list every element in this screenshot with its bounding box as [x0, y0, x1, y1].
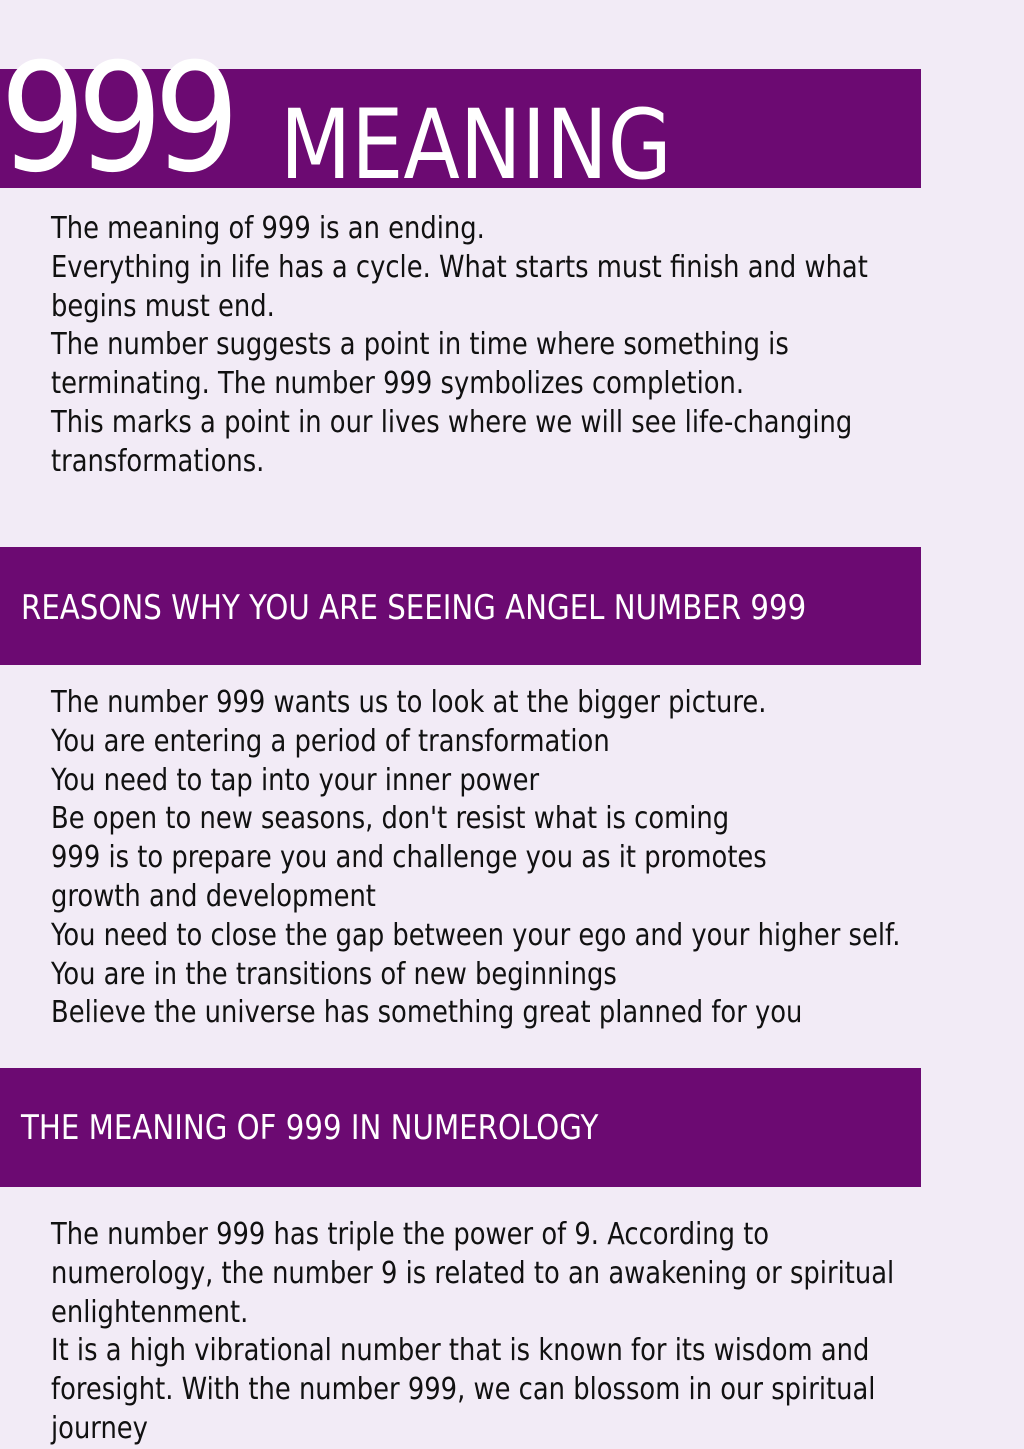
reasons-line: You need to close the gap between your ego and your higher self.: [51, 917, 901, 953]
reasons-line: You are entering a period of transformation: [51, 723, 610, 759]
title-number: 999: [0, 32, 231, 206]
intro-line: terminating. The number 999 symbolizes completion.: [51, 366, 745, 402]
numerology-line: enlightenment.: [51, 1294, 249, 1330]
intro-line: The number suggests a point in time where something is: [51, 327, 789, 363]
reasons-line: The number 999 wants us to look at the bigger picture.: [51, 685, 767, 720]
numerology-line: It is a high vibrational number that is known for its wisdom and: [51, 1333, 870, 1369]
reasons-line: You are in the transitions of new beginnings: [51, 956, 617, 992]
intro-line: transformations.: [51, 443, 265, 479]
intro-line: Everything in life has a cycle. What starts must finish and what: [51, 249, 868, 285]
reasons-line: growth and development: [51, 878, 376, 914]
intro-paragraph: [51, 210, 997, 482]
intro-line: begins must end.: [51, 288, 275, 324]
numerology-line: foresight. With the number 999, we can blossom in our spiritual: [51, 1372, 876, 1408]
reasons-line: Be open to new seasons, don't resist what is coming: [51, 801, 730, 837]
title-word: MEANING: [280, 89, 672, 201]
reasons-line: You need to tap into your inner power: [51, 762, 540, 798]
intro-line: This marks a point in our lives where we will see life-changing: [51, 404, 853, 440]
reasons-line: 999 is to prepare you and challenge you as it promotes: [51, 840, 767, 876]
reasons-list: [51, 684, 997, 1033]
numerology-line: The number 999 has triple the power of 9. According to: [51, 1217, 770, 1252]
numerology-heading: THE MEANING OF 999 IN NUMEROLOGY: [21, 1108, 599, 1148]
numerology-line: journey: [51, 1410, 148, 1446]
intro-line: The meaning of 999 is an ending.: [51, 211, 485, 246]
reasons-heading: REASONS WHY YOU ARE SEEING ANGEL NUMBER 999: [21, 588, 807, 628]
reasons-line: Believe the universe has something great planned for you: [51, 995, 803, 1031]
numerology-paragraph: [51, 1216, 997, 1449]
numerology-line: numerology, the number 9 is related to an awakening or spiritual: [51, 1255, 895, 1291]
